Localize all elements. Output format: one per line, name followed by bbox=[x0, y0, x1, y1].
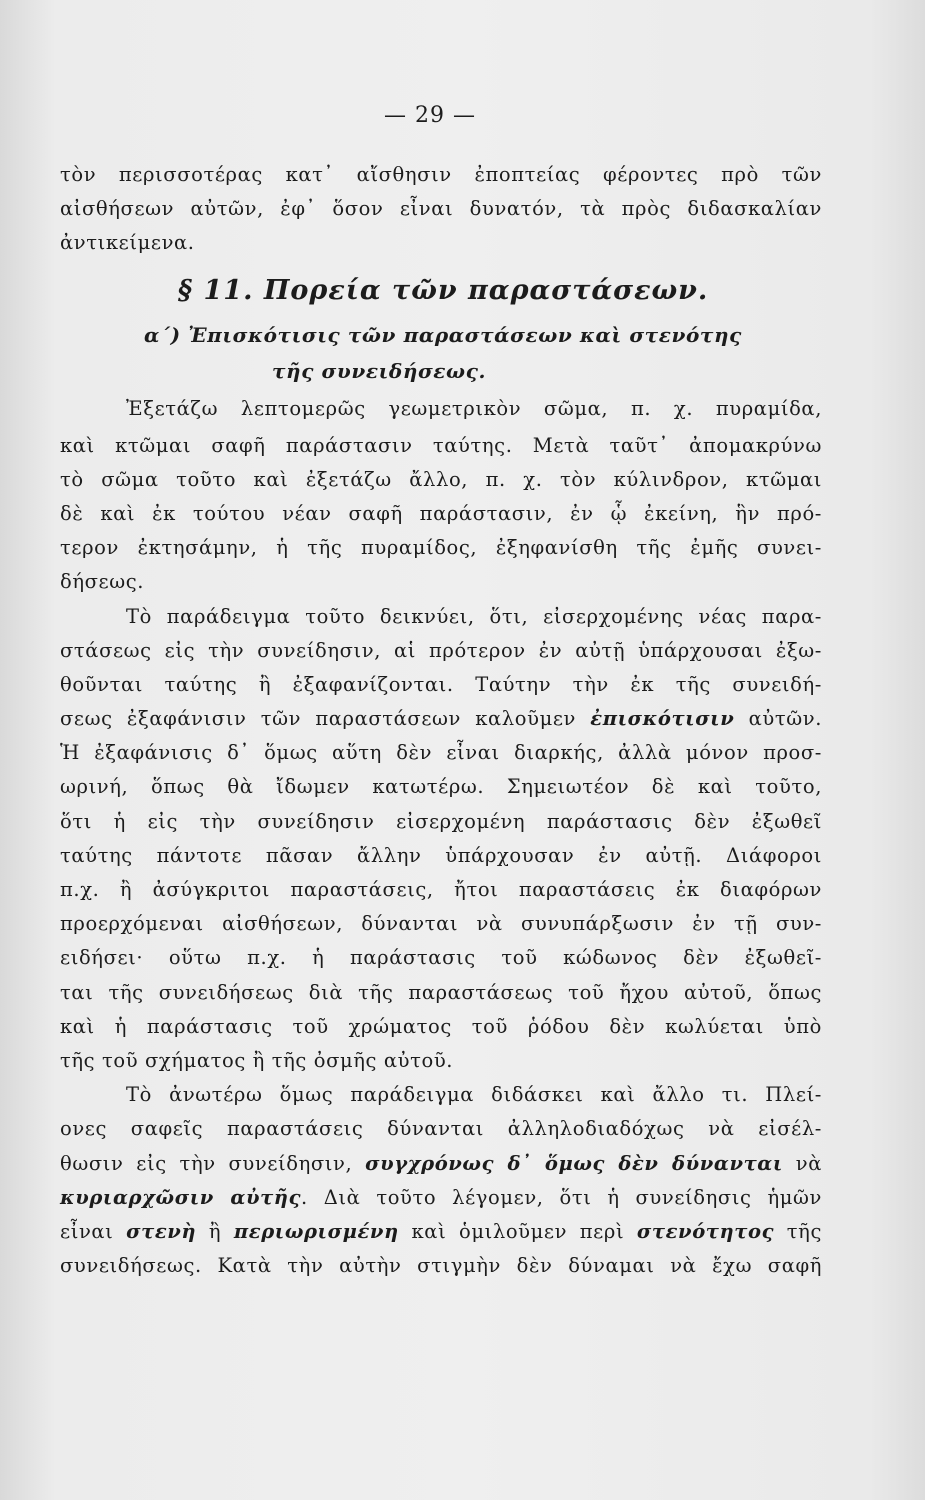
text-line: τὸ σῶμα τοῦτο καὶ ἐξετάζω ἄλλο, π. χ. τὸν κύλινδρον, κτῶμαι bbox=[60, 467, 822, 491]
text-line: Τὸ ἀνωτέρω ὅμως παράδειγμα διδάσκει καὶ ἄλλο τι. Πλεί- bbox=[126, 1083, 822, 1107]
text-line: Ἐξετάζω λεπτομερῶς γεωμετρικὸν σῶμα, π. χ. πυραμίδα, bbox=[126, 396, 822, 420]
text-line: στάσεως εἰς τὴν συνείδησιν, αἱ πρότερον ἐν αὐτῇ ὑπάρχουσαι ἐξω- bbox=[60, 638, 822, 662]
text-segment: σεως ἐξαφάνισιν τῶν παραστάσεων καλοῦμεν bbox=[60, 707, 591, 731]
text-line: δὲ καὶ ἐκ τούτου νέαν σαφῆ παράστασιν, ἐν ᾧ ἐκείνη, ἣν πρό- bbox=[60, 501, 822, 525]
subheading: τῆς συνειδήσεως. bbox=[272, 358, 487, 383]
page-number: — 29 — bbox=[384, 103, 476, 128]
text-line: Τὸ παράδειγμα τοῦτο δεικνύει, ὅτι, εἰσερχομένης νέας παρα- bbox=[126, 604, 822, 628]
text-segment: εἶναι bbox=[60, 1219, 127, 1243]
text-line bbox=[60, 1181, 822, 1215]
text-segment: . Διὰ τοῦτο λέγομεν, ὅτι ἡ συνείδησις ἡμῶν bbox=[301, 1185, 822, 1209]
text-line: θοῦνται ταύτης ἢ ἐξαφανίζονται. Ταύτην τὴν ἐκ τῆς συνειδή- bbox=[60, 672, 822, 696]
emphasis: στενότητος bbox=[636, 1219, 775, 1243]
emphasis: κυριαρχῶσιν αὐτῆς bbox=[60, 1185, 302, 1209]
text-segment: θωσιν εἰς τὴν συνείδησιν, bbox=[60, 1151, 366, 1175]
emphasis: στενὴ bbox=[126, 1219, 197, 1243]
text-line bbox=[60, 1215, 822, 1249]
text-line: Ἡ ἐξαφάνισις δ᾿ ὅμως αὕτη δὲν εἶναι διαρκής, ἀλλὰ μόνον προσ- bbox=[60, 741, 822, 765]
text-line: π.χ. ἢ ἀσύγκριτοι παραστάσεις, ἤτοι παραστάσεις ἐκ διαφόρων bbox=[60, 878, 822, 901]
text-line: ωρινή, ὅπως θὰ ἴδωμεν κατωτέρω. Σημειωτέον δὲ καὶ τοῦτο, bbox=[60, 775, 822, 799]
text-line: ται τῆς συνειδήσεως διὰ τῆς παραστάσεως τοῦ ἤχου αὐτοῦ, ὅπως bbox=[60, 980, 822, 1004]
text-segment: ἢ bbox=[196, 1219, 234, 1243]
text-line: συνειδήσεως. Κατὰ τὴν αὐτὴν στιγμὴν δὲν δύναμαι νὰ ἔχω σαφῆ bbox=[60, 1254, 822, 1278]
text-line: ὅτι ἡ εἰς τὴν συνείδησιν εἰσερχομένη παράστασις δὲν ἐξωθεῖ bbox=[60, 809, 822, 833]
text-segment: νὰ bbox=[782, 1151, 822, 1175]
emphasis: συγχρόνως δ᾿ ὅμως δὲν δύνανται bbox=[365, 1151, 783, 1175]
text-line: καὶ ἡ παράστασις τοῦ χρώματος τοῦ ῥόδου δὲν κωλύεται ὑπὸ bbox=[60, 1014, 822, 1038]
text-segment: καὶ ὁμιλοῦμεν περὶ bbox=[398, 1219, 637, 1243]
text-line bbox=[60, 1147, 822, 1181]
text-line: τὸν περισσοτέρας κατ᾿ αἴσθησιν ἐποπτείας φέροντες πρὸ τῶν bbox=[60, 163, 822, 186]
text-line: προερχόμεναι αἰσθήσεων, δύνανται νὰ συνυπάρξωσιν ἐν τῇ συν- bbox=[60, 912, 822, 936]
text-line: ταύτης πάντοτε πᾶσαν ἄλλην ὑπάρχουσαν ἐν αὐτῇ. Διάφοροι bbox=[60, 843, 822, 867]
text-line: καὶ κτῶμαι σαφῆ παράστασιν ταύτης. Μετὰ ταῦτ᾿ ἀπομακρύνω bbox=[60, 433, 822, 457]
text-segment: αὐτῶν. bbox=[734, 707, 822, 731]
emphasis: ἐπισκότισιν bbox=[590, 707, 735, 731]
emphasis: περιωρισμένη bbox=[233, 1219, 399, 1243]
subheading: α΄) Ἐπισκότισις τῶν παραστάσεων καὶ στενότης bbox=[144, 322, 742, 347]
text-line: ἀντικείμενα. bbox=[60, 231, 195, 255]
text-line: δήσεως. bbox=[60, 570, 145, 594]
text-line: ονες σαφεῖς παραστάσεις δύνανται ἀλληλοδιαδόχως νὰ εἰσέλ- bbox=[60, 1117, 822, 1141]
text-line: ειδήσει· οὕτω π.χ. ἡ παράστασις τοῦ κώδωνος δὲν ἐξωθεῖ- bbox=[60, 946, 822, 970]
text-block bbox=[60, 158, 822, 1283]
text-line: αἰσθήσεων αὐτῶν, ἐφ᾿ ὅσον εἶναι δυνατόν, τὰ πρὸς διδασκαλίαν bbox=[60, 197, 822, 221]
text-line bbox=[60, 702, 822, 736]
text-segment: τῆς bbox=[774, 1219, 822, 1243]
section-heading: § 11. Πορεία τῶν παραστάσεων. bbox=[178, 274, 709, 306]
text-line: τερον ἐκτησάμην, ἡ τῆς πυραμίδος, ἐξηφανίσθη τῆς ἐμῆς συνει- bbox=[60, 536, 822, 560]
text-line: τῆς τοῦ σχήματος ἢ τῆς ὀσμῆς αὐτοῦ. bbox=[60, 1048, 454, 1072]
